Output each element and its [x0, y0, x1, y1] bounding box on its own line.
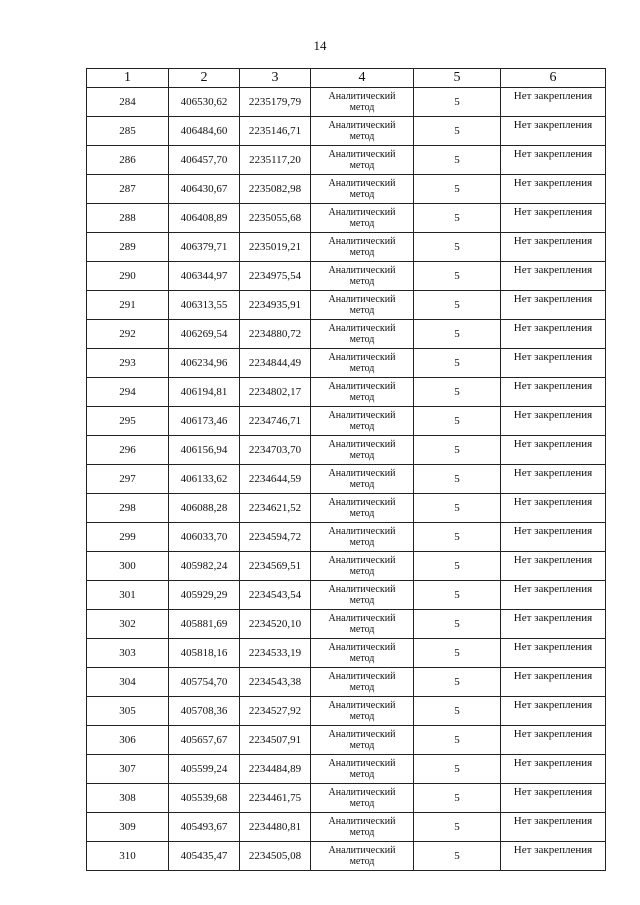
fixing-note-cell: Нет закрепления	[501, 465, 606, 494]
table-row	[87, 146, 606, 175]
x-coordinate-cell: 405493,67	[169, 813, 240, 842]
header-cell: 5	[414, 69, 501, 88]
header-row	[87, 69, 606, 88]
method-cell	[311, 88, 414, 117]
fixing-note-cell: Нет закрепления	[501, 291, 606, 320]
fixing-note-cell: Нет закрепления	[501, 175, 606, 204]
table-row	[87, 523, 606, 552]
accuracy-cell: 5	[414, 117, 501, 146]
method-line-1: Аналитический	[328, 265, 396, 276]
y-coordinate-cell: 2234935,91	[240, 291, 311, 320]
point-number-cell: 306	[87, 726, 169, 755]
method-line-1: Аналитический	[328, 613, 396, 624]
method-line-1: Аналитический	[328, 758, 396, 769]
table-row	[87, 494, 606, 523]
y-coordinate-cell: 2234975,54	[240, 262, 311, 291]
table-row	[87, 291, 606, 320]
point-number-cell: 285	[87, 117, 169, 146]
accuracy-cell: 5	[414, 552, 501, 581]
method-cell	[311, 378, 414, 407]
x-coordinate-cell: 406484,60	[169, 117, 240, 146]
x-coordinate-cell: 406194,81	[169, 378, 240, 407]
method-line-2: метод	[349, 798, 375, 809]
table-body	[87, 69, 606, 871]
accuracy-cell: 5	[414, 465, 501, 494]
method-line-2: метод	[349, 653, 375, 664]
x-coordinate-cell: 406379,71	[169, 233, 240, 262]
y-coordinate-cell: 2235019,21	[240, 233, 311, 262]
header-cell: 2	[169, 69, 240, 88]
method-line-1: Аналитический	[328, 149, 396, 160]
fixing-note-cell: Нет закрепления	[501, 784, 606, 813]
method-line-1: Аналитический	[328, 845, 396, 856]
table-row	[87, 378, 606, 407]
y-coordinate-cell: 2234507,91	[240, 726, 311, 755]
point-number-cell: 288	[87, 204, 169, 233]
x-coordinate-cell: 406457,70	[169, 146, 240, 175]
method-line-2: метод	[349, 856, 375, 867]
table-row	[87, 262, 606, 291]
table-row	[87, 697, 606, 726]
method-line-2: метод	[349, 624, 375, 635]
point-number-cell: 287	[87, 175, 169, 204]
y-coordinate-cell: 2234644,59	[240, 465, 311, 494]
method-line-2: метод	[349, 479, 375, 490]
method-line-2: метод	[349, 537, 375, 548]
method-line-2: метод	[349, 450, 375, 461]
method-line-1: Аналитический	[328, 671, 396, 682]
accuracy-cell: 5	[414, 668, 501, 697]
x-coordinate-cell: 406033,70	[169, 523, 240, 552]
method-cell	[311, 726, 414, 755]
accuracy-cell: 5	[414, 262, 501, 291]
method-line-2: метод	[349, 247, 375, 258]
point-number-cell: 301	[87, 581, 169, 610]
table-row	[87, 668, 606, 697]
table-row	[87, 175, 606, 204]
point-number-cell: 293	[87, 349, 169, 378]
x-coordinate-cell: 406269,54	[169, 320, 240, 349]
x-coordinate-cell: 406408,89	[169, 204, 240, 233]
method-line-1: Аналитический	[328, 439, 396, 450]
point-number-cell: 298	[87, 494, 169, 523]
accuracy-cell: 5	[414, 146, 501, 175]
fixing-note-cell: Нет закрепления	[501, 320, 606, 349]
method-cell	[311, 610, 414, 639]
table-row	[87, 436, 606, 465]
method-line-2: метод	[349, 160, 375, 171]
point-number-cell: 308	[87, 784, 169, 813]
fixing-note-cell: Нет закрепления	[501, 755, 606, 784]
point-number-cell: 309	[87, 813, 169, 842]
method-line-1: Аналитический	[328, 555, 396, 566]
method-line-1: Аналитический	[328, 207, 396, 218]
y-coordinate-cell: 2234844,49	[240, 349, 311, 378]
method-cell	[311, 581, 414, 610]
x-coordinate-cell: 405708,36	[169, 697, 240, 726]
table-row	[87, 88, 606, 117]
method-line-2: метод	[349, 595, 375, 606]
method-line-1: Аналитический	[328, 700, 396, 711]
point-number-cell: 289	[87, 233, 169, 262]
table-row	[87, 204, 606, 233]
fixing-note-cell: Нет закрепления	[501, 262, 606, 291]
accuracy-cell: 5	[414, 320, 501, 349]
method-line-1: Аналитический	[328, 526, 396, 537]
method-cell	[311, 407, 414, 436]
y-coordinate-cell: 2234533,19	[240, 639, 311, 668]
table-row	[87, 233, 606, 262]
header-cell: 1	[87, 69, 169, 88]
point-number-cell: 302	[87, 610, 169, 639]
point-number-cell: 284	[87, 88, 169, 117]
method-cell	[311, 639, 414, 668]
method-line-1: Аналитический	[328, 816, 396, 827]
method-cell	[311, 465, 414, 494]
x-coordinate-cell: 406156,94	[169, 436, 240, 465]
x-coordinate-cell: 405929,29	[169, 581, 240, 610]
y-coordinate-cell: 2234543,38	[240, 668, 311, 697]
method-line-1: Аналитический	[328, 642, 396, 653]
accuracy-cell: 5	[414, 407, 501, 436]
fixing-note-cell: Нет закрепления	[501, 407, 606, 436]
y-coordinate-cell: 2234569,51	[240, 552, 311, 581]
accuracy-cell: 5	[414, 349, 501, 378]
method-line-2: метод	[349, 392, 375, 403]
point-number-cell: 294	[87, 378, 169, 407]
point-number-cell: 292	[87, 320, 169, 349]
accuracy-cell: 5	[414, 175, 501, 204]
method-cell	[311, 813, 414, 842]
table-row	[87, 320, 606, 349]
method-line-1: Аналитический	[328, 236, 396, 247]
header-cell: 3	[240, 69, 311, 88]
accuracy-cell: 5	[414, 610, 501, 639]
header-cell: 6	[501, 69, 606, 88]
method-cell	[311, 349, 414, 378]
y-coordinate-cell: 2234461,75	[240, 784, 311, 813]
method-line-2: метод	[349, 769, 375, 780]
accuracy-cell: 5	[414, 755, 501, 784]
page-number: 14	[313, 38, 327, 53]
table-row	[87, 842, 606, 871]
method-line-2: метод	[349, 131, 375, 142]
method-line-1: Аналитический	[328, 91, 396, 102]
point-number-cell: 296	[87, 436, 169, 465]
y-coordinate-cell: 2234505,08	[240, 842, 311, 871]
y-coordinate-cell: 2234746,71	[240, 407, 311, 436]
table-row	[87, 784, 606, 813]
fixing-note-cell: Нет закрепления	[501, 639, 606, 668]
method-cell	[311, 233, 414, 262]
method-cell	[311, 755, 414, 784]
fixing-note-cell: Нет закрепления	[501, 436, 606, 465]
table-row	[87, 581, 606, 610]
y-coordinate-cell: 2235179,79	[240, 88, 311, 117]
method-cell	[311, 320, 414, 349]
method-line-2: метод	[349, 508, 375, 519]
y-coordinate-cell: 2234520,10	[240, 610, 311, 639]
table-row	[87, 407, 606, 436]
fixing-note-cell: Нет закрепления	[501, 668, 606, 697]
method-line-1: Аналитический	[328, 294, 396, 305]
point-number-cell: 303	[87, 639, 169, 668]
x-coordinate-cell: 406344,97	[169, 262, 240, 291]
method-line-2: метод	[349, 218, 375, 229]
method-cell	[311, 784, 414, 813]
method-cell	[311, 668, 414, 697]
fixing-note-cell: Нет закрепления	[501, 88, 606, 117]
method-line-1: Аналитический	[328, 323, 396, 334]
method-line-2: метод	[349, 189, 375, 200]
fixing-note-cell: Нет закрепления	[501, 204, 606, 233]
x-coordinate-cell: 406088,28	[169, 494, 240, 523]
table-row	[87, 552, 606, 581]
method-line-1: Аналитический	[328, 729, 396, 740]
accuracy-cell: 5	[414, 523, 501, 552]
fixing-note-cell: Нет закрепления	[501, 523, 606, 552]
x-coordinate-cell: 406430,67	[169, 175, 240, 204]
method-line-1: Аналитический	[328, 787, 396, 798]
fixing-note-cell: Нет закрепления	[501, 117, 606, 146]
method-line-2: метод	[349, 276, 375, 287]
table-row	[87, 726, 606, 755]
point-number-cell: 286	[87, 146, 169, 175]
accuracy-cell: 5	[414, 581, 501, 610]
y-coordinate-cell: 2234594,72	[240, 523, 311, 552]
accuracy-cell: 5	[414, 726, 501, 755]
table-row	[87, 813, 606, 842]
accuracy-cell: 5	[414, 378, 501, 407]
method-line-2: метод	[349, 102, 375, 113]
y-coordinate-cell: 2235082,98	[240, 175, 311, 204]
accuracy-cell: 5	[414, 639, 501, 668]
accuracy-cell: 5	[414, 494, 501, 523]
fixing-note-cell: Нет закрепления	[501, 610, 606, 639]
x-coordinate-cell: 405539,68	[169, 784, 240, 813]
accuracy-cell: 5	[414, 233, 501, 262]
fixing-note-cell: Нет закрепления	[501, 581, 606, 610]
x-coordinate-cell: 405982,24	[169, 552, 240, 581]
x-coordinate-cell: 406313,55	[169, 291, 240, 320]
x-coordinate-cell: 406173,46	[169, 407, 240, 436]
point-number-cell: 304	[87, 668, 169, 697]
fixing-note-cell: Нет закрепления	[501, 813, 606, 842]
method-line-1: Аналитический	[328, 352, 396, 363]
point-number-cell: 297	[87, 465, 169, 494]
y-coordinate-cell: 2235055,68	[240, 204, 311, 233]
method-cell	[311, 697, 414, 726]
method-line-2: метод	[349, 682, 375, 693]
method-cell	[311, 842, 414, 871]
header-cell: 4	[311, 69, 414, 88]
method-cell	[311, 436, 414, 465]
fixing-note-cell: Нет закрепления	[501, 842, 606, 871]
method-cell	[311, 552, 414, 581]
fixing-note-cell: Нет закрепления	[501, 378, 606, 407]
accuracy-cell: 5	[414, 813, 501, 842]
method-line-1: Аналитический	[328, 497, 396, 508]
table-row	[87, 465, 606, 494]
point-number-cell: 291	[87, 291, 169, 320]
x-coordinate-cell: 406530,62	[169, 88, 240, 117]
point-number-cell: 310	[87, 842, 169, 871]
x-coordinate-cell: 405657,67	[169, 726, 240, 755]
method-line-2: метод	[349, 363, 375, 374]
method-cell	[311, 204, 414, 233]
method-cell	[311, 291, 414, 320]
y-coordinate-cell: 2234802,17	[240, 378, 311, 407]
method-cell	[311, 146, 414, 175]
method-line-2: метод	[349, 334, 375, 345]
accuracy-cell: 5	[414, 784, 501, 813]
accuracy-cell: 5	[414, 88, 501, 117]
point-number-cell: 290	[87, 262, 169, 291]
table-row	[87, 755, 606, 784]
method-cell	[311, 494, 414, 523]
method-cell	[311, 523, 414, 552]
method-line-1: Аналитический	[328, 381, 396, 392]
table-row	[87, 117, 606, 146]
method-cell	[311, 175, 414, 204]
method-line-1: Аналитический	[328, 120, 396, 131]
method-line-2: метод	[349, 421, 375, 432]
table-row	[87, 639, 606, 668]
method-line-2: метод	[349, 305, 375, 316]
y-coordinate-cell: 2234703,70	[240, 436, 311, 465]
fixing-note-cell: Нет закрепления	[501, 697, 606, 726]
x-coordinate-cell: 405881,69	[169, 610, 240, 639]
accuracy-cell: 5	[414, 842, 501, 871]
x-coordinate-cell: 406234,96	[169, 349, 240, 378]
accuracy-cell: 5	[414, 697, 501, 726]
method-line-1: Аналитический	[328, 410, 396, 421]
x-coordinate-cell: 405818,16	[169, 639, 240, 668]
x-coordinate-cell: 405754,70	[169, 668, 240, 697]
y-coordinate-cell: 2234527,92	[240, 697, 311, 726]
method-line-1: Аналитический	[328, 468, 396, 479]
y-coordinate-cell: 2234480,81	[240, 813, 311, 842]
y-coordinate-cell: 2235146,71	[240, 117, 311, 146]
method-line-2: метод	[349, 827, 375, 838]
fixing-note-cell: Нет закрепления	[501, 552, 606, 581]
point-number-cell: 295	[87, 407, 169, 436]
fixing-note-cell: Нет закрепления	[501, 494, 606, 523]
y-coordinate-cell: 2234621,52	[240, 494, 311, 523]
fixing-note-cell: Нет закрепления	[501, 349, 606, 378]
fixing-note-cell: Нет закрепления	[501, 233, 606, 262]
method-line-2: метод	[349, 740, 375, 751]
fixing-note-cell: Нет закрепления	[501, 146, 606, 175]
y-coordinate-cell: 2234484,89	[240, 755, 311, 784]
accuracy-cell: 5	[414, 436, 501, 465]
point-number-cell: 307	[87, 755, 169, 784]
point-number-cell: 300	[87, 552, 169, 581]
coordinates-table	[86, 68, 606, 871]
point-number-cell: 299	[87, 523, 169, 552]
table-row	[87, 610, 606, 639]
method-cell	[311, 117, 414, 146]
method-line-1: Аналитический	[328, 584, 396, 595]
method-line-2: метод	[349, 711, 375, 722]
x-coordinate-cell: 406133,62	[169, 465, 240, 494]
method-cell	[311, 262, 414, 291]
accuracy-cell: 5	[414, 291, 501, 320]
fixing-note-cell: Нет закрепления	[501, 726, 606, 755]
accuracy-cell: 5	[414, 204, 501, 233]
y-coordinate-cell: 2235117,20	[240, 146, 311, 175]
y-coordinate-cell: 2234880,72	[240, 320, 311, 349]
y-coordinate-cell: 2234543,54	[240, 581, 311, 610]
method-line-2: метод	[349, 566, 375, 577]
table-row	[87, 349, 606, 378]
x-coordinate-cell: 405599,24	[169, 755, 240, 784]
method-line-1: Аналитический	[328, 178, 396, 189]
point-number-cell: 305	[87, 697, 169, 726]
x-coordinate-cell: 405435,47	[169, 842, 240, 871]
